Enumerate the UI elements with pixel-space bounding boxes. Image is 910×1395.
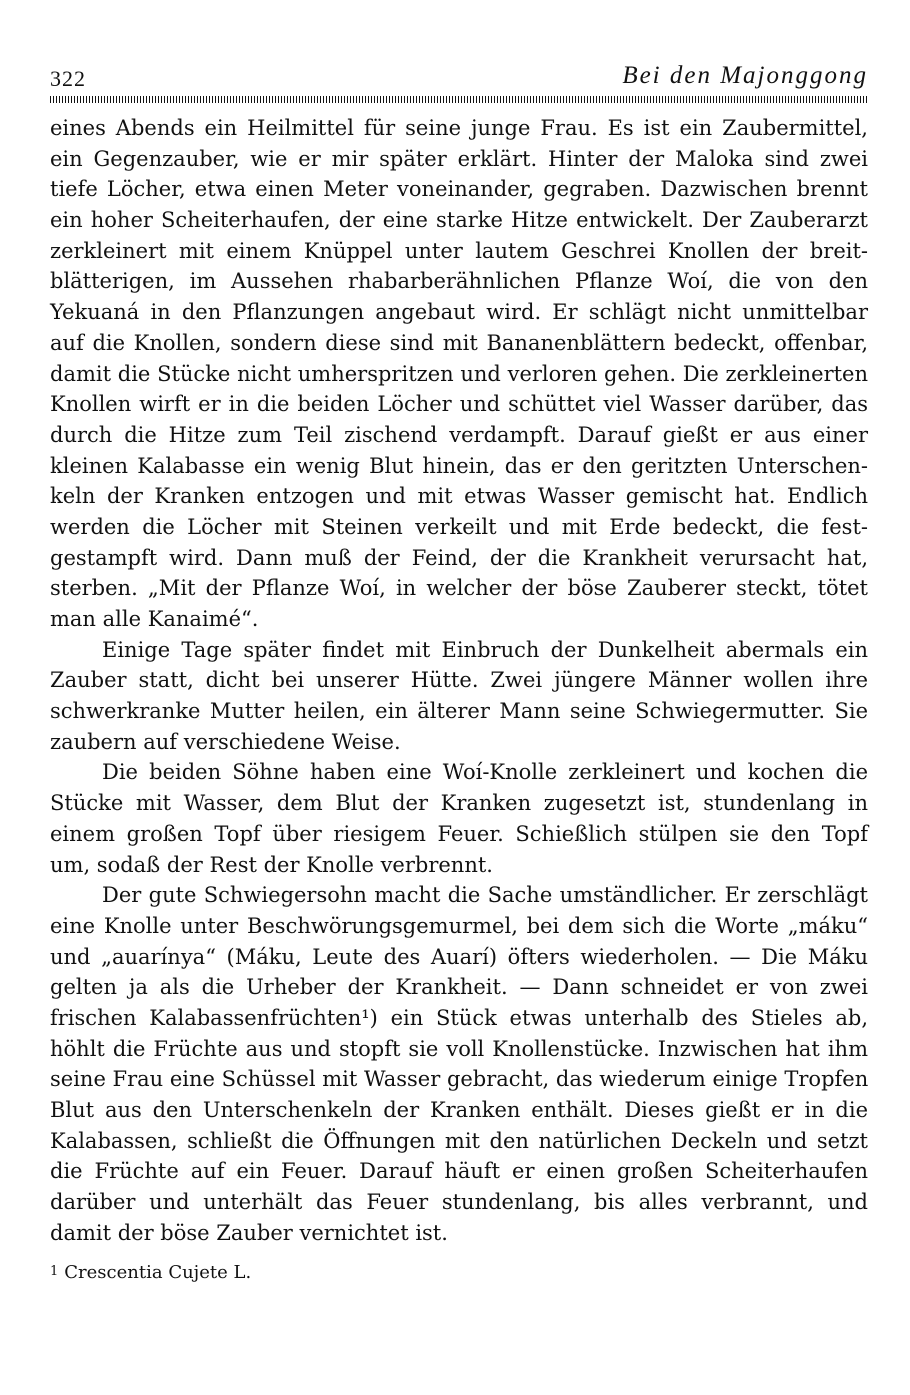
- text-line: eines Abends ein Heilmittel für seine junge Frau. Es ist ein Zaubermittel,: [50, 116, 868, 140]
- page-number: 322: [50, 66, 86, 91]
- text-line: ein hoher Scheiterhaufen, der eine starke Hitze entwickelt. Der Zauberarzt: [50, 208, 868, 233]
- text-line: keln der Kranken entzogen und mit etwas Wasser gemischt hat. Endlich: [50, 484, 868, 509]
- text-line: auf die Knollen, sondern diese sind mit Bananenblättern bedeckt, offenbar,: [50, 330, 868, 355]
- running-head: Bei den Majonggong: [622, 62, 868, 89]
- text-line: Kalabassen, schließt die Öffnungen mit den natürlichen Deckeln und setzt: [50, 1128, 868, 1153]
- text-line: um, sodaß der Rest der Knolle verbrennt.: [50, 852, 493, 877]
- text-line: durch die Hitze zum Teil zischend verdampft. Darauf gießt er aus einer: [50, 422, 868, 447]
- text-line: Knollen wirft er in die beiden Löcher und schüttet viel Wasser darüber, das: [50, 392, 868, 417]
- body-text: [50, 113, 868, 1248]
- text-line: gelten ja als die Urheber der Krankheit. — Dann schneidet er von zwei: [50, 975, 868, 1000]
- text-line: tiefe Löcher, etwa einen Meter voneinander, gegraben. Dazwischen brennt: [50, 177, 868, 202]
- text-line: Yekuaná in den Pflanzungen angebaut wird. Er schlägt nicht unmittelbar: [50, 300, 868, 325]
- text-line: höhlt die Früchte aus und stopft sie voll Knollenstücke. Inzwischen hat ihm: [50, 1036, 868, 1061]
- text-line: Der gute Schwiegersohn macht die Sache umständlicher. Er zerschlägt: [102, 883, 868, 908]
- text-line: Die beiden Söhne haben eine Woí-Knolle zerkleinert und kochen die: [102, 760, 868, 785]
- text-line: kleinen Kalabasse ein wenig Blut hinein, das er den geritzten Unterschen-: [50, 453, 868, 478]
- footnote-text: Crescentia Cujete L.: [64, 1262, 252, 1283]
- text-line: einem großen Topf über riesigem Feuer. Schießlich stülpen sie den Topf: [50, 821, 868, 846]
- text-line: schwerkranke Mutter heilen, ein älterer Mann seine Schwiegermutter. Sie: [50, 699, 868, 724]
- text-line: eine Knolle unter Beschwörungsgemurmel, bei dem sich die Worte „máku“: [50, 913, 868, 938]
- text-line: zerkleinert mit einem Knüppel unter lautem Geschrei Knollen der breit-: [50, 238, 868, 263]
- header-rule: [50, 96, 868, 103]
- text-line: seine Frau eine Schüssel mit Wasser gebracht, das wiederum einige Tropfen: [50, 1067, 869, 1092]
- text-line: Einige Tage später findet mit Einbruch der Dunkelheit abermals ein: [102, 637, 868, 662]
- text-line: sterben. „Mit der Pflanze Woí, in welcher der böse Zauberer steckt, tötet: [50, 576, 868, 601]
- page-header: [50, 62, 868, 96]
- text-line: Blut aus den Unterschenkeln der Kranken enthält. Dieses gießt er in die: [50, 1098, 868, 1122]
- footnote: [50, 1262, 251, 1283]
- text-line: die Früchte auf ein Feuer. Darauf häuft er einen großen Scheiterhaufen: [50, 1159, 868, 1184]
- text-line: Zauber statt, dicht bei unserer Hütte. Zwei jüngere Männer wollen ihre: [50, 668, 868, 693]
- text-line: darüber und unterhält das Feuer stundenlang, bis alles verbrannt, und: [50, 1190, 868, 1215]
- text-line: damit die Stücke nicht umherspritzen und verloren gehen. Die zerkleinerten: [50, 361, 868, 386]
- text-line: damit der böse Zauber vernichtet ist.: [50, 1220, 448, 1245]
- footnote-mark: 1: [50, 1264, 59, 1279]
- text-line: gestampft wird. Dann muß der Feind, der die Krankheit verursacht hat,: [50, 545, 868, 570]
- text-line: man alle Kanaimé“.: [50, 607, 259, 631]
- text-line: und „auarínya“ (Máku, Leute des Auarí) öfters wiederholen. — Die Máku: [50, 944, 868, 969]
- text-line: frischen Kalabassenfrüchten¹) ein Stück etwas unterhalb des Stieles ab,: [50, 1005, 868, 1030]
- text-line: werden die Löcher mit Steinen verkeilt und mit Erde bedeckt, die fest-: [50, 514, 868, 539]
- text-line: zaubern auf verschiedene Weise.: [50, 729, 401, 754]
- text-line: Stücke mit Wasser, dem Blut der Kranken zugesetzt ist, stundenlang in: [50, 791, 868, 816]
- text-line: blätterigen, im Aussehen rhabarberähnlichen Pflanze Woí, die von den: [50, 269, 868, 294]
- text-line: ein Gegenzauber, wie er mir später erklärt. Hinter der Maloka sind zwei: [50, 146, 868, 171]
